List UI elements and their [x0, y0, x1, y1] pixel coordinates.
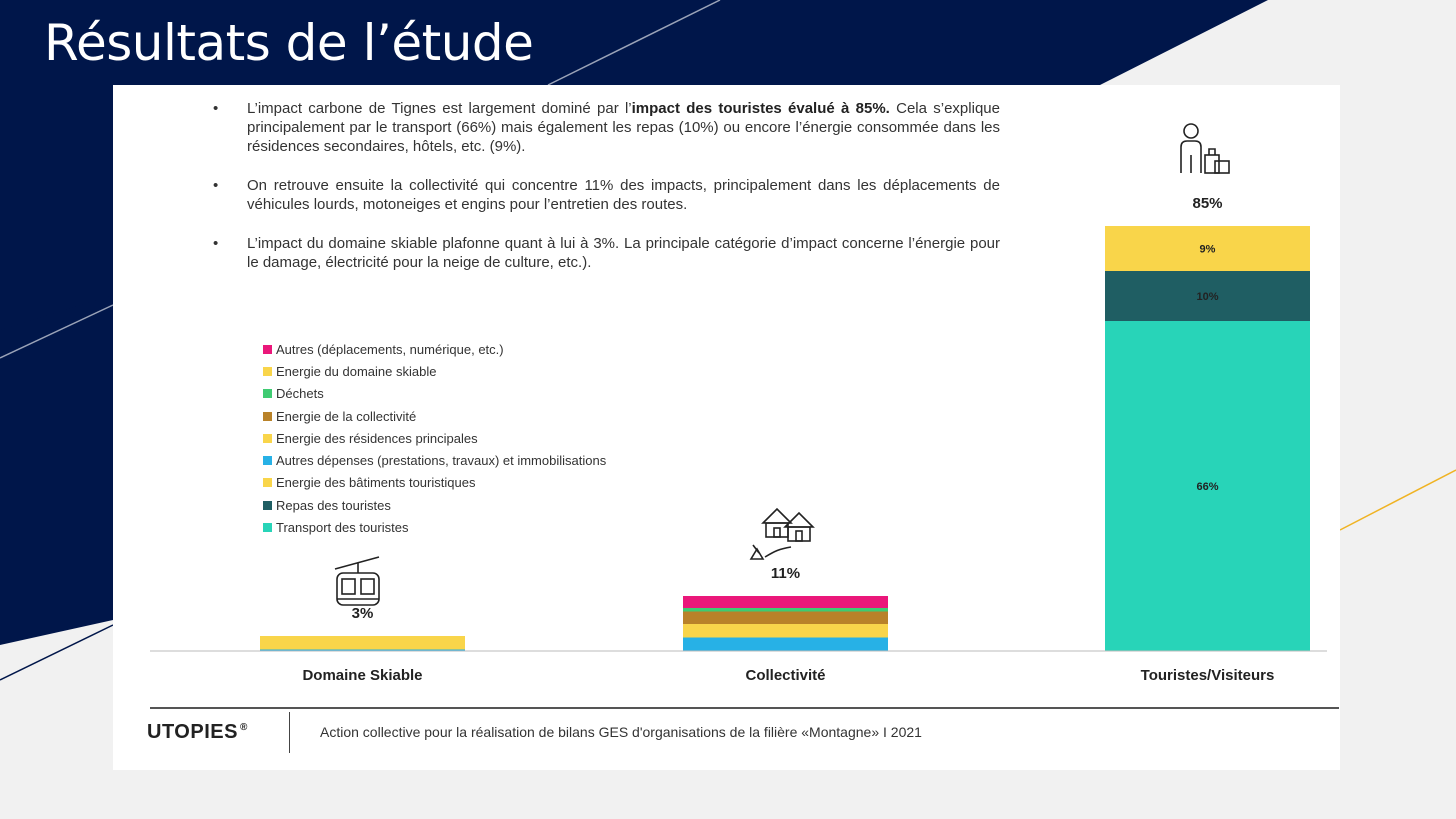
bar-segment-label: 66%: [1196, 481, 1219, 493]
bar-segment: [683, 608, 888, 612]
navy-left-shape: [0, 295, 113, 645]
stacked-bar-chart: [113, 85, 1340, 705]
legend-label: Autres dépenses (prestations, travaux) et immobilisations: [276, 453, 607, 469]
bar-total-label: 3%: [351, 605, 374, 622]
legend-label: Energie du domaine skiable: [276, 363, 437, 379]
footer-rule: [150, 707, 1339, 709]
category-label: Collectivité: [745, 667, 826, 684]
category-label: Touristes/Visiteurs: [1140, 667, 1275, 684]
legend-label: Transport des touristes: [276, 520, 409, 536]
bar-segment-label: 9%: [1199, 243, 1216, 256]
bar-total-label: 11%: [770, 565, 801, 582]
footer-text: Action collective pour la réalisation de bilans GES d'organisations de la filière «Montagne» I 2021: [320, 724, 922, 740]
brand-logo: UTOPIES ®: [147, 721, 248, 743]
bullet-item: • On retrouve ensuite la collectivité qui concentre 11% des impacts, principalement dans les déplacements de véhicules lourds, motoneiges et engins pour l’entretien des routes.: [210, 176, 1000, 214]
legend-label: Repas des touristes: [276, 497, 391, 513]
legend-label: Déchets: [276, 386, 324, 402]
bar-segment: [683, 596, 888, 608]
decor-line-gold: [1340, 470, 1456, 530]
bar-segment: [683, 612, 888, 625]
bullet-item: • L’impact carbone de Tignes est largement dominé par l’impact des touristes évalué à 85%. Cela s’explique principalement par le transport (66%) mais également les repas (10%) ou encore l’énergie consommée dans les résidences secondaires, hôtels, etc. (9%).: [210, 99, 1000, 156]
content-panel: [113, 85, 1340, 770]
category-label: Domaine Skiable: [302, 667, 423, 684]
legend-label: Energie de la collectivité: [276, 408, 417, 424]
bar-total-label: 85%: [1192, 195, 1223, 212]
bar-segment-label: 10%: [1196, 291, 1219, 303]
bar-segment: [683, 638, 888, 652]
legend-label: Autres (déplacements, numérique, etc.): [276, 341, 504, 357]
bullet-item: • L’impact du domaine skiable plafonne quant à lui à 3%. La principale catégorie d’impact concerne l’énergie pour le damage, électricité pour la neige de culture, etc.).: [210, 234, 1000, 272]
cable-car-icon: [335, 557, 379, 605]
legend-label: Energie des résidences principales: [276, 430, 478, 446]
traveler-luggage-icon: [1181, 124, 1229, 173]
footer-separator: [289, 712, 290, 753]
bar-segment: [683, 624, 888, 638]
bar-segment: [260, 636, 465, 650]
legend-label: Energie des bâtiments touristiques: [276, 475, 476, 491]
slide-title: Résultats de l’étude: [44, 14, 534, 72]
houses-icon: [751, 509, 813, 559]
